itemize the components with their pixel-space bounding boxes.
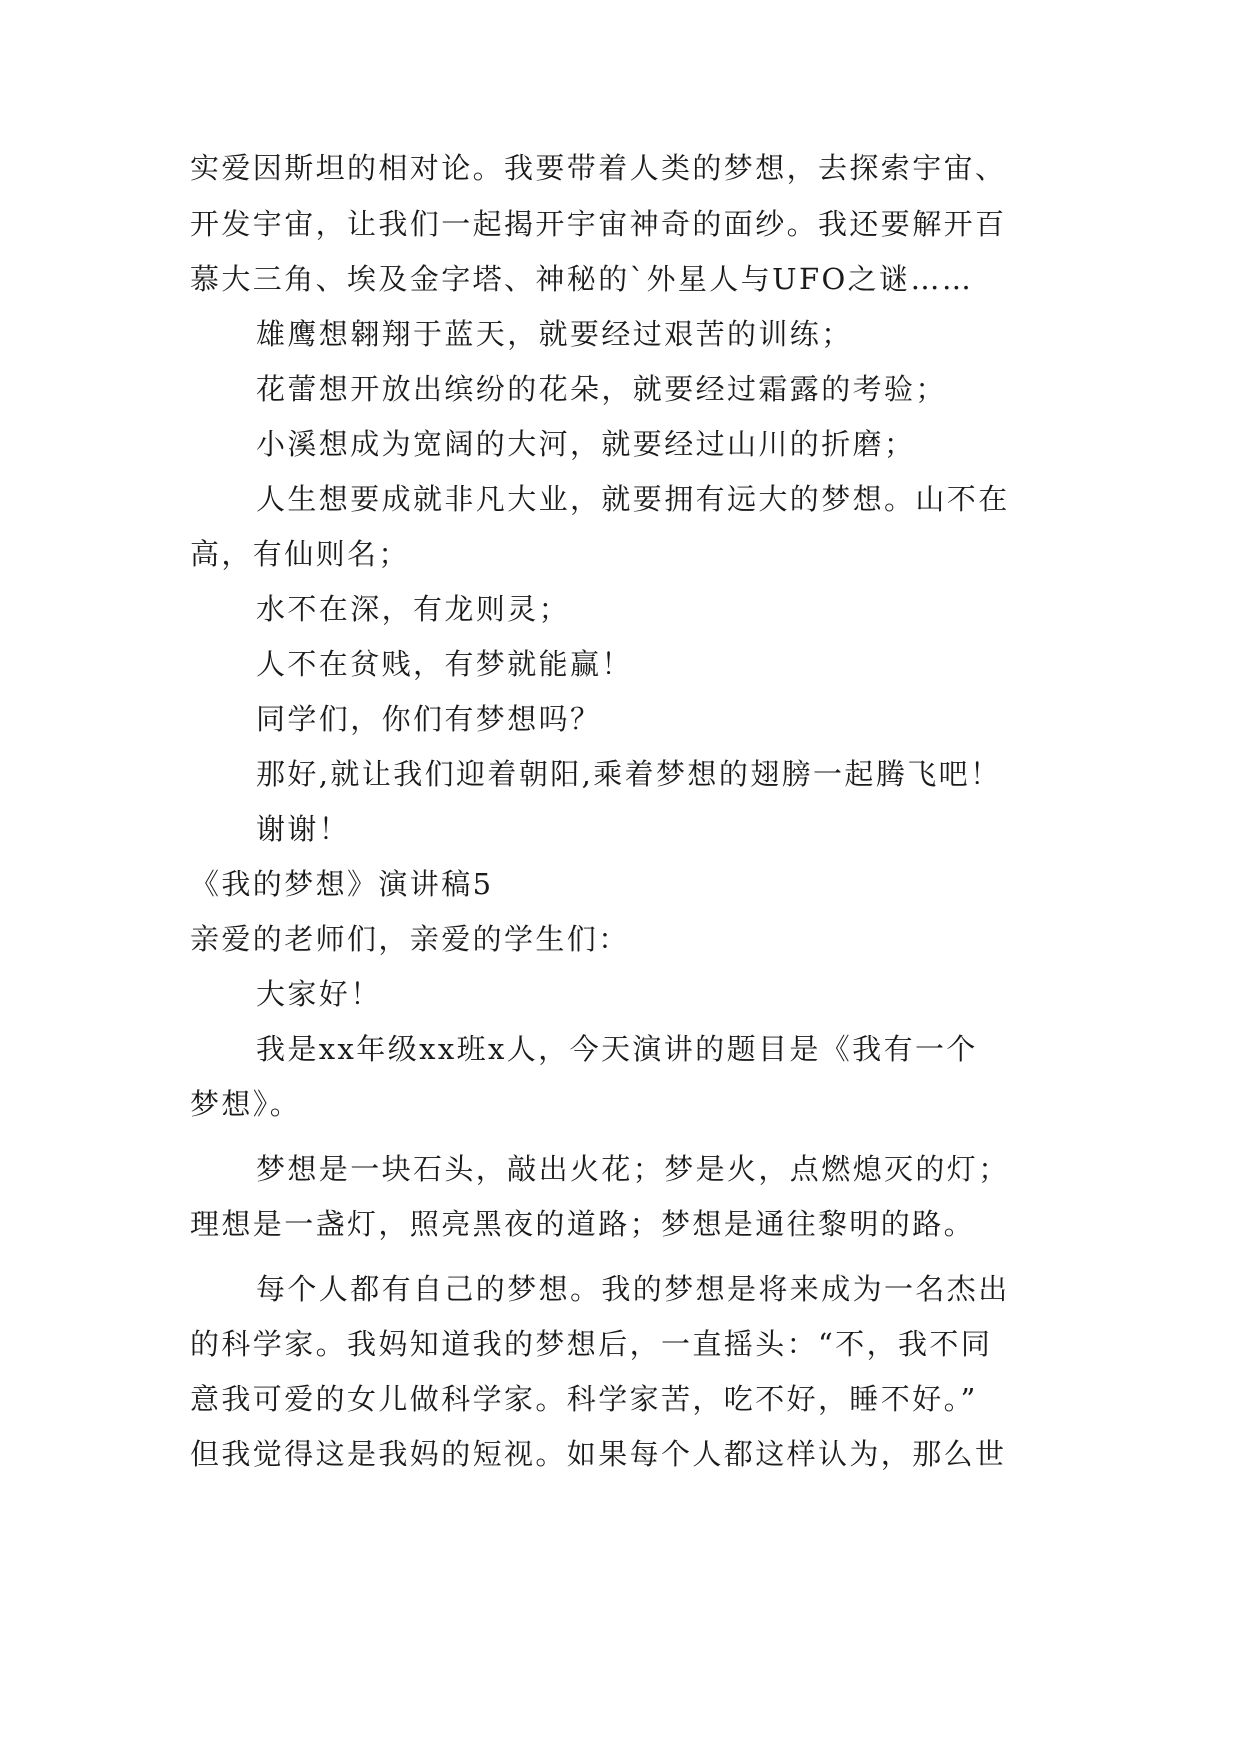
body-text-line: 开发宇宙，让我们一起揭开宇宙神奇的面纱。我还要解开百 xyxy=(190,207,1007,241)
body-text-line: 梦想》。 xyxy=(190,1087,302,1121)
body-text-line: 那好,就让我们迎着朝阳,乘着梦想的翅膀一起腾飞吧！ xyxy=(256,757,1002,791)
body-text-line: 的科学家。我妈知道我的梦想后，一直摇头：“不，我不同 xyxy=(190,1327,993,1361)
body-text-line: 梦想是一块石头，敲出火花；梦是火，点燃熄灭的灯； xyxy=(256,1152,1010,1186)
body-text-line: 小溪想成为宽阔的大河，就要经过山川的折磨； xyxy=(256,427,916,461)
body-text-line: 水不在深，有龙则灵； xyxy=(256,592,571,626)
body-text-line: 雄鹰想翱翔于蓝天，就要经过艰苦的训练； xyxy=(256,317,853,351)
body-text-line: 理想是一盏灯，照亮黑夜的道路；梦想是通往黎明的路。 xyxy=(190,1207,976,1241)
body-text-line: 实爱因斯坦的相对论。我要带着人类的梦想，去探索宇宙、 xyxy=(190,151,1007,185)
body-text-line: 慕大三角、埃及金字塔、神秘的`外星人与UFO之谜…… xyxy=(190,262,974,296)
body-text-line: 每个人都有自己的梦想。我的梦想是将来成为一名杰出 xyxy=(256,1272,1010,1306)
body-text-line: 大家好！ xyxy=(256,977,382,1011)
body-text-line: 但我觉得这是我妈的短视。如果每个人都这样认为，那么世 xyxy=(190,1437,1007,1471)
section-heading: 《我的梦想》演讲稿5 xyxy=(190,867,494,901)
body-text-line: 人生想要成就非凡大业，就要拥有远大的梦想。山不在 xyxy=(256,482,1010,516)
body-text-line: 花蕾想开放出缤纷的花朵，就要经过霜露的考验； xyxy=(256,372,947,406)
body-text-line: 谢谢！ xyxy=(256,812,351,846)
body-text-line: 人不在贫贱，有梦就能赢！ xyxy=(256,647,633,681)
body-text-line: 高，有仙则名； xyxy=(190,537,410,571)
body-text-line: 同学们，你们有梦想吗？ xyxy=(256,702,602,736)
body-text-line: 我是xx年级xx班x人，今天演讲的题目是《我有一个 xyxy=(256,1032,978,1066)
body-text-line: 意我可爱的女儿做科学家。科学家苦，吃不好，睡不好。” xyxy=(190,1382,978,1416)
salutation-line: 亲爱的老师们，亲爱的学生们： xyxy=(190,922,630,956)
